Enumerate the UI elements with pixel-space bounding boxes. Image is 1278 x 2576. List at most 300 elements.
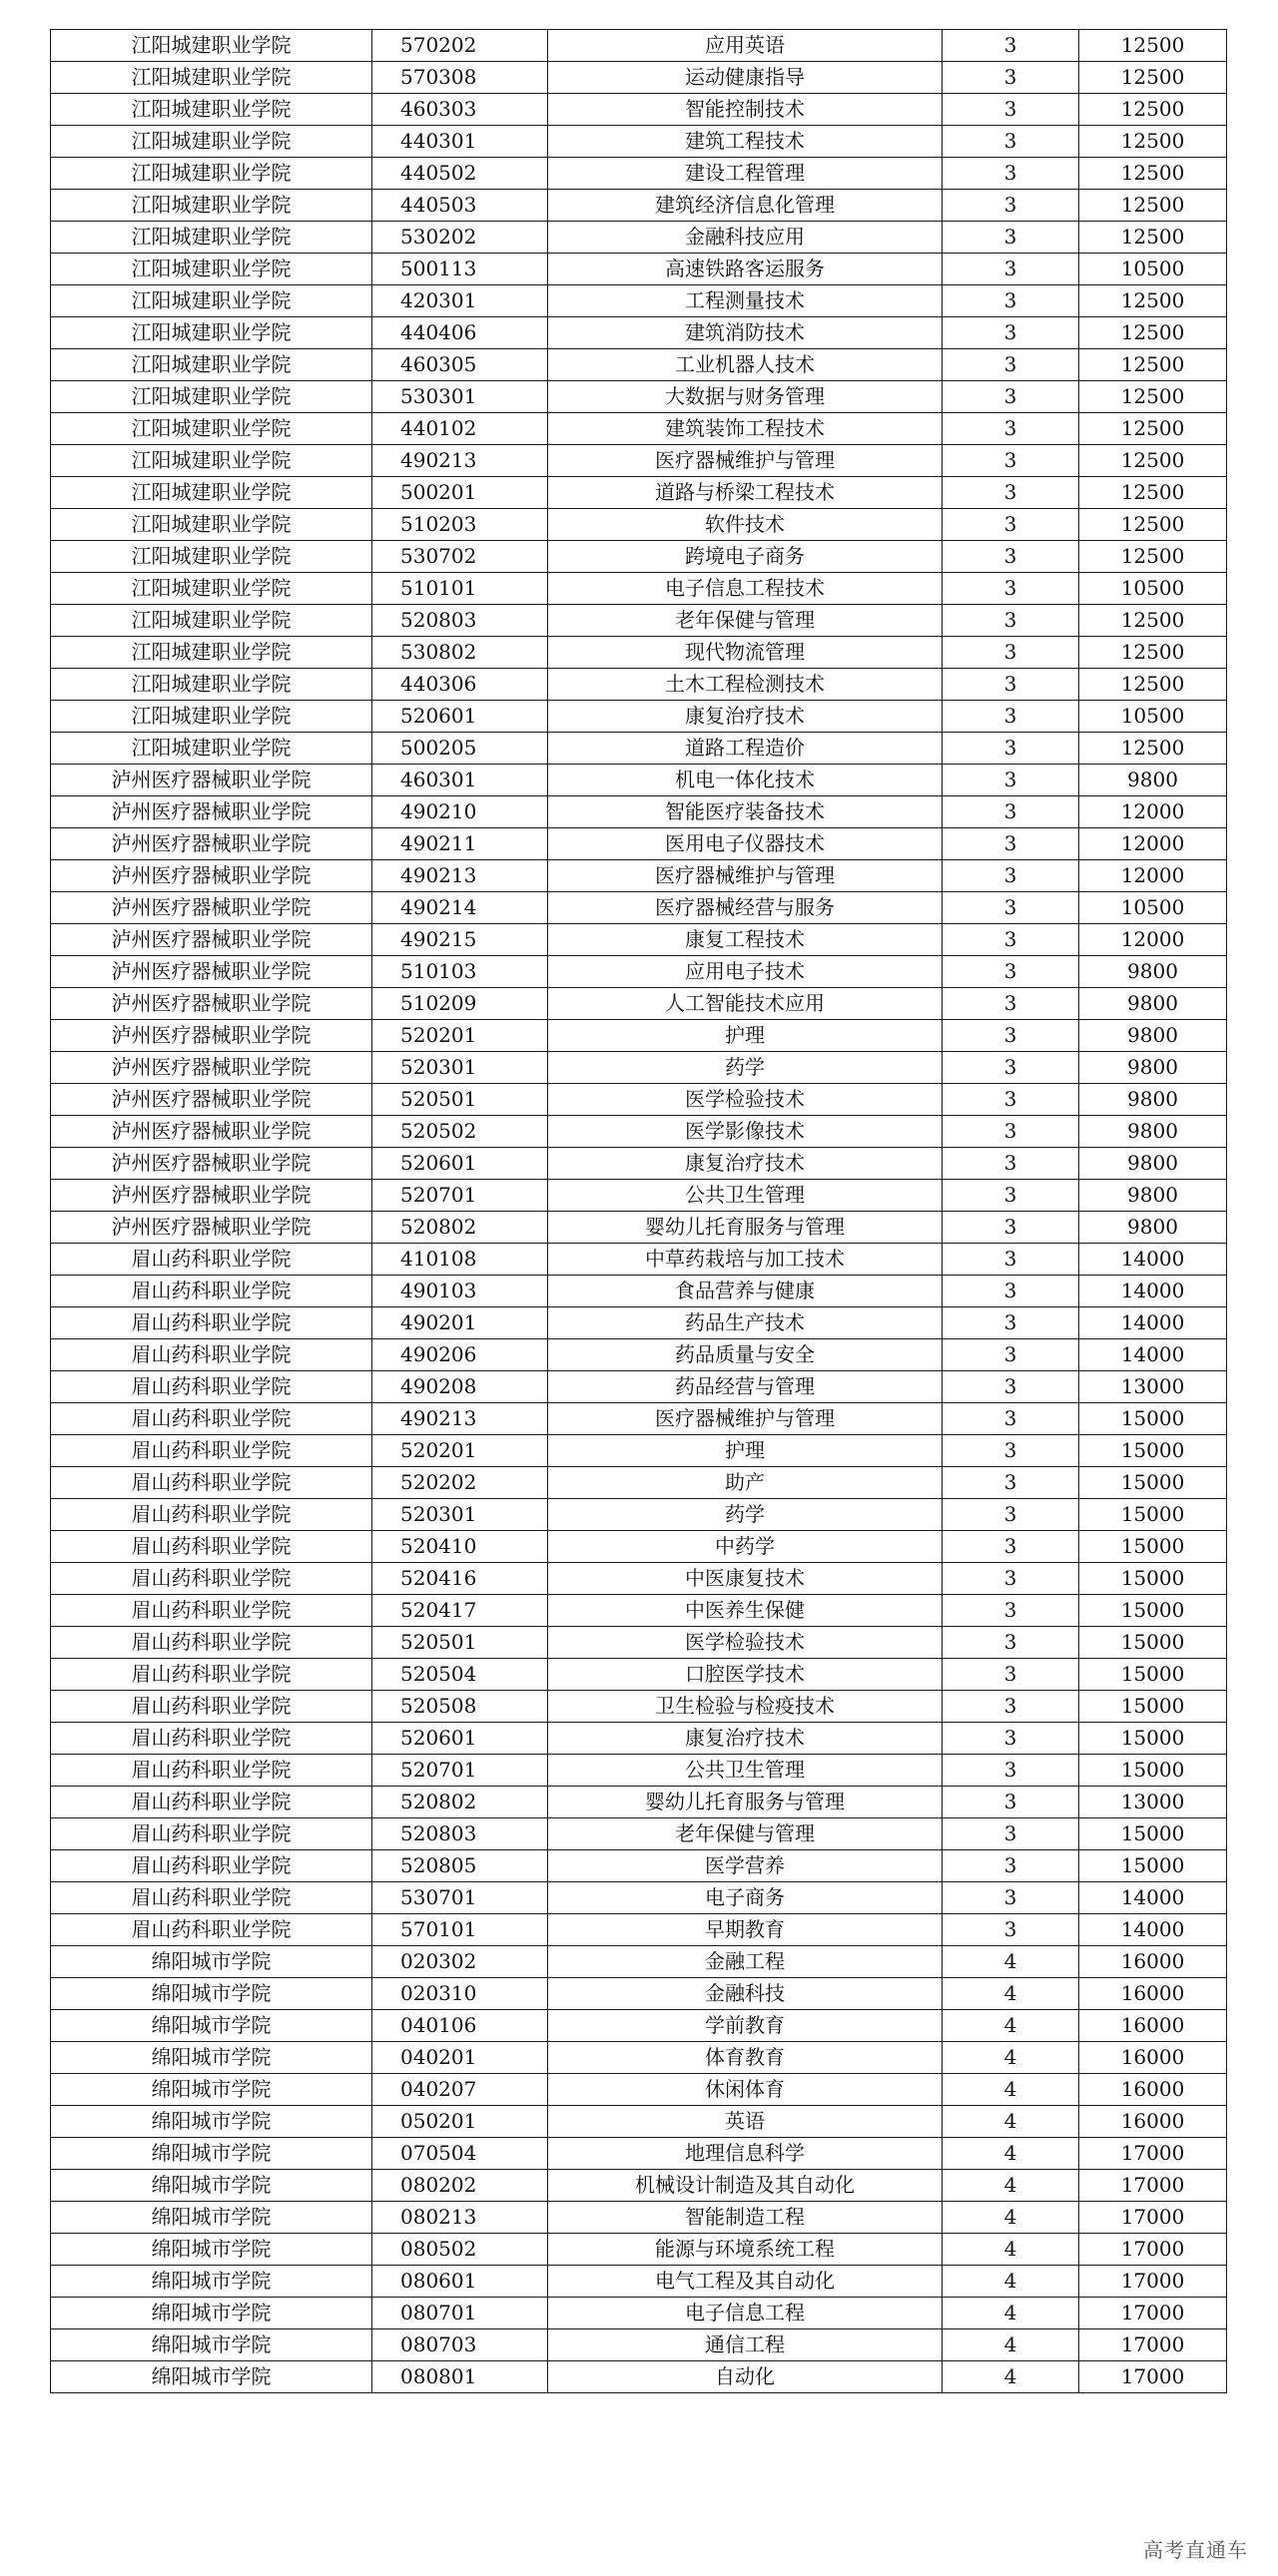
major-code-cell: 490215	[372, 924, 548, 956]
years-cell: 4	[943, 2170, 1079, 2202]
table-row	[51, 1371, 1227, 1403]
years-cell: 3	[943, 1755, 1079, 1787]
tuition-cell: 14000	[1079, 1882, 1227, 1914]
school-name-cell: 眉山药科职业学院	[51, 1531, 372, 1563]
school-name-cell: 泸州医疗器械职业学院	[51, 1116, 372, 1148]
major-name-cell: 智能医疗装备技术	[548, 796, 943, 828]
school-name-cell: 江阳城建职业学院	[51, 445, 372, 477]
major-name-cell: 大数据与财务管理	[548, 381, 943, 413]
major-name-cell: 早期教育	[548, 1914, 943, 1946]
years-cell: 3	[943, 254, 1079, 285]
school-name-cell: 绵阳城市学院	[51, 1978, 372, 2010]
table-row	[51, 254, 1227, 285]
tuition-cell: 17000	[1079, 2138, 1227, 2170]
major-code-cell: 520201	[372, 1020, 548, 1052]
years-cell: 4	[943, 2106, 1079, 2138]
table-row	[51, 669, 1227, 701]
years-cell: 4	[943, 2202, 1079, 2234]
table-row	[51, 1499, 1227, 1531]
years-cell: 3	[943, 349, 1079, 381]
school-name-cell: 眉山药科职业学院	[51, 1659, 372, 1691]
tuition-cell: 15000	[1079, 1595, 1227, 1627]
tuition-cell: 12500	[1079, 541, 1227, 573]
table-row	[51, 30, 1227, 62]
table-row	[51, 1691, 1227, 1723]
table-row	[51, 1914, 1227, 1946]
school-name-cell: 江阳城建职业学院	[51, 285, 372, 317]
tuition-cell: 17000	[1079, 2202, 1227, 2234]
school-name-cell: 眉山药科职业学院	[51, 1435, 372, 1467]
major-name-cell: 医疗器械维护与管理	[548, 1403, 943, 1435]
tuition-cell: 15000	[1079, 1818, 1227, 1850]
major-name-cell: 电子信息工程	[548, 2298, 943, 2329]
tuition-cell: 10500	[1079, 701, 1227, 733]
tuition-cell: 12500	[1079, 94, 1227, 126]
years-cell: 3	[943, 126, 1079, 158]
major-name-cell: 建筑经济信息化管理	[548, 190, 943, 222]
table-row	[51, 1084, 1227, 1116]
table-row	[51, 2202, 1227, 2234]
major-code-cell: 040106	[372, 2010, 548, 2042]
major-code-cell: 520601	[372, 1723, 548, 1755]
school-name-cell: 眉山药科职业学院	[51, 1563, 372, 1595]
major-name-cell: 休闲体育	[548, 2074, 943, 2106]
table-row	[51, 2170, 1227, 2202]
major-code-cell: 520803	[372, 1818, 548, 1850]
table-row	[51, 1659, 1227, 1691]
table-body	[51, 30, 1227, 2393]
table-row	[51, 2138, 1227, 2170]
major-code-cell: 080213	[372, 2202, 548, 2234]
school-name-cell: 江阳城建职业学院	[51, 254, 372, 285]
school-name-cell: 泸州医疗器械职业学院	[51, 924, 372, 956]
major-code-cell: 510101	[372, 573, 548, 605]
school-name-cell: 绵阳城市学院	[51, 2074, 372, 2106]
major-code-cell: 440502	[372, 158, 548, 190]
table-row	[51, 924, 1227, 956]
years-cell: 4	[943, 2298, 1079, 2329]
tuition-cell: 12000	[1079, 796, 1227, 828]
school-name-cell: 泸州医疗器械职业学院	[51, 1084, 372, 1116]
school-name-cell: 江阳城建职业学院	[51, 126, 372, 158]
major-name-cell: 工业机器人技术	[548, 349, 943, 381]
tuition-cell: 9800	[1079, 765, 1227, 796]
table-row	[51, 1723, 1227, 1755]
tuition-table	[50, 29, 1227, 2393]
major-name-cell: 电子信息工程技术	[548, 573, 943, 605]
major-code-cell: 520601	[372, 701, 548, 733]
school-name-cell: 泸州医疗器械职业学院	[51, 988, 372, 1020]
tuition-cell: 17000	[1079, 2266, 1227, 2298]
major-name-cell: 道路工程造价	[548, 733, 943, 765]
years-cell: 3	[943, 1339, 1079, 1371]
table-row	[51, 2329, 1227, 2361]
school-name-cell: 江阳城建职业学院	[51, 190, 372, 222]
major-code-cell: 410108	[372, 1244, 548, 1276]
tuition-cell: 14000	[1079, 1307, 1227, 1339]
table-row	[51, 62, 1227, 94]
years-cell: 3	[943, 1531, 1079, 1563]
years-cell: 3	[943, 1148, 1079, 1180]
major-name-cell: 医用电子仪器技术	[548, 828, 943, 860]
years-cell: 3	[943, 828, 1079, 860]
table-row	[51, 2074, 1227, 2106]
years-cell: 3	[943, 381, 1079, 413]
school-name-cell: 泸州医疗器械职业学院	[51, 765, 372, 796]
major-code-cell: 520803	[372, 605, 548, 637]
major-name-cell: 医学影像技术	[548, 1116, 943, 1148]
major-code-cell: 440102	[372, 413, 548, 445]
major-name-cell: 卫生检验与检疫技术	[548, 1691, 943, 1723]
school-name-cell: 眉山药科职业学院	[51, 1691, 372, 1723]
major-name-cell: 学前教育	[548, 2010, 943, 2042]
years-cell: 4	[943, 2042, 1079, 2074]
tuition-cell: 12500	[1079, 669, 1227, 701]
school-name-cell: 泸州医疗器械职业学院	[51, 1020, 372, 1052]
major-code-cell: 080701	[372, 2298, 548, 2329]
tuition-cell: 12000	[1079, 828, 1227, 860]
major-name-cell: 电子商务	[548, 1882, 943, 1914]
school-name-cell: 泸州医疗器械职业学院	[51, 1052, 372, 1084]
table-row	[51, 2361, 1227, 2393]
school-name-cell: 泸州医疗器械职业学院	[51, 1148, 372, 1180]
table-row	[51, 765, 1227, 796]
major-code-cell: 490210	[372, 796, 548, 828]
major-code-cell: 520301	[372, 1052, 548, 1084]
table-row	[51, 158, 1227, 190]
major-code-cell: 040201	[372, 2042, 548, 2074]
major-name-cell: 应用电子技术	[548, 956, 943, 988]
major-code-cell: 490213	[372, 1403, 548, 1435]
watermark-text: 高考直通车	[1143, 2538, 1248, 2562]
tuition-cell: 15000	[1079, 1723, 1227, 1755]
tuition-cell: 15000	[1079, 1435, 1227, 1467]
school-name-cell: 绵阳城市学院	[51, 2202, 372, 2234]
major-name-cell: 药学	[548, 1499, 943, 1531]
major-code-cell: 440406	[372, 317, 548, 349]
tuition-cell: 12500	[1079, 158, 1227, 190]
major-name-cell: 口腔医学技术	[548, 1659, 943, 1691]
school-name-cell: 泸州医疗器械职业学院	[51, 892, 372, 924]
years-cell: 4	[943, 1946, 1079, 1978]
table-row	[51, 1244, 1227, 1276]
major-name-cell: 建筑装饰工程技术	[548, 413, 943, 445]
years-cell: 3	[943, 94, 1079, 126]
table-row	[51, 796, 1227, 828]
table-row	[51, 573, 1227, 605]
table-row	[51, 2298, 1227, 2329]
major-name-cell: 体育教育	[548, 2042, 943, 2074]
tuition-cell: 14000	[1079, 1276, 1227, 1307]
tuition-cell: 9800	[1079, 988, 1227, 1020]
major-code-cell: 530301	[372, 381, 548, 413]
tuition-cell: 15000	[1079, 1563, 1227, 1595]
table-row	[51, 1850, 1227, 1882]
tuition-cell: 9800	[1079, 1084, 1227, 1116]
years-cell: 3	[943, 765, 1079, 796]
tuition-cell: 15000	[1079, 1627, 1227, 1659]
major-name-cell: 医学检验技术	[548, 1627, 943, 1659]
years-cell: 3	[943, 1403, 1079, 1435]
table-row	[51, 1818, 1227, 1850]
school-name-cell: 泸州医疗器械职业学院	[51, 1180, 372, 1212]
tuition-cell: 12500	[1079, 30, 1227, 62]
years-cell: 3	[943, 158, 1079, 190]
years-cell: 3	[943, 1659, 1079, 1691]
school-name-cell: 江阳城建职业学院	[51, 669, 372, 701]
tuition-cell: 10500	[1079, 254, 1227, 285]
table-row	[51, 94, 1227, 126]
school-name-cell: 江阳城建职业学院	[51, 701, 372, 733]
table-row	[51, 509, 1227, 541]
major-code-cell: 440503	[372, 190, 548, 222]
table-row	[51, 1467, 1227, 1499]
school-name-cell: 江阳城建职业学院	[51, 541, 372, 573]
table-row	[51, 860, 1227, 892]
school-name-cell: 绵阳城市学院	[51, 2010, 372, 2042]
major-name-cell: 金融工程	[548, 1946, 943, 1978]
major-name-cell: 地理信息科学	[548, 2138, 943, 2170]
tuition-cell: 12500	[1079, 349, 1227, 381]
major-name-cell: 能源与环境系统工程	[548, 2234, 943, 2266]
major-name-cell: 药品经营与管理	[548, 1371, 943, 1403]
school-name-cell: 江阳城建职业学院	[51, 158, 372, 190]
years-cell: 3	[943, 733, 1079, 765]
tuition-cell: 12500	[1079, 477, 1227, 509]
tuition-cell: 16000	[1079, 2042, 1227, 2074]
table-row	[51, 222, 1227, 254]
tuition-table-sheet	[50, 29, 1226, 2393]
years-cell: 3	[943, 1180, 1079, 1212]
major-name-cell: 软件技术	[548, 509, 943, 541]
table-row	[51, 701, 1227, 733]
major-code-cell: 530701	[372, 1882, 548, 1914]
major-code-cell: 520802	[372, 1212, 548, 1244]
years-cell: 3	[943, 317, 1079, 349]
major-name-cell: 土木工程检测技术	[548, 669, 943, 701]
major-name-cell: 通信工程	[548, 2329, 943, 2361]
school-name-cell: 绵阳城市学院	[51, 2234, 372, 2266]
table-row	[51, 1052, 1227, 1084]
tuition-cell: 10500	[1079, 892, 1227, 924]
table-row	[51, 2106, 1227, 2138]
major-name-cell: 现代物流管理	[548, 637, 943, 669]
tuition-cell: 15000	[1079, 1850, 1227, 1882]
tuition-cell: 12500	[1079, 285, 1227, 317]
years-cell: 3	[943, 701, 1079, 733]
table-row	[51, 828, 1227, 860]
years-cell: 3	[943, 1020, 1079, 1052]
school-name-cell: 江阳城建职业学院	[51, 381, 372, 413]
years-cell: 3	[943, 1276, 1079, 1307]
years-cell: 3	[943, 860, 1079, 892]
table-row	[51, 1787, 1227, 1818]
major-code-cell: 520504	[372, 1659, 548, 1691]
years-cell: 3	[943, 1116, 1079, 1148]
years-cell: 4	[943, 2010, 1079, 2042]
major-name-cell: 医学营养	[548, 1850, 943, 1882]
major-name-cell: 医疗器械经营与服务	[548, 892, 943, 924]
major-name-cell: 中医康复技术	[548, 1563, 943, 1595]
major-code-cell: 490214	[372, 892, 548, 924]
major-name-cell: 自动化	[548, 2361, 943, 2393]
major-code-cell: 420301	[372, 285, 548, 317]
major-code-cell: 520805	[372, 1850, 548, 1882]
tuition-cell: 12500	[1079, 637, 1227, 669]
major-code-cell: 460301	[372, 765, 548, 796]
major-code-cell: 490208	[372, 1371, 548, 1403]
major-code-cell: 530802	[372, 637, 548, 669]
tuition-cell: 9800	[1079, 1052, 1227, 1084]
school-name-cell: 绵阳城市学院	[51, 2170, 372, 2202]
major-code-cell: 570101	[372, 1914, 548, 1946]
tuition-cell: 10500	[1079, 573, 1227, 605]
major-code-cell: 080502	[372, 2234, 548, 2266]
years-cell: 3	[943, 1435, 1079, 1467]
school-name-cell: 江阳城建职业学院	[51, 509, 372, 541]
major-code-cell: 490213	[372, 860, 548, 892]
major-code-cell: 510203	[372, 509, 548, 541]
school-name-cell: 江阳城建职业学院	[51, 477, 372, 509]
tuition-cell: 12500	[1079, 62, 1227, 94]
major-code-cell: 570308	[372, 62, 548, 94]
major-name-cell: 医疗器械维护与管理	[548, 445, 943, 477]
table-row	[51, 1435, 1227, 1467]
school-name-cell: 绵阳城市学院	[51, 2106, 372, 2138]
major-name-cell: 康复治疗技术	[548, 1723, 943, 1755]
major-name-cell: 机电一体化技术	[548, 765, 943, 796]
table-row	[51, 317, 1227, 349]
table-row	[51, 1946, 1227, 1978]
major-code-cell: 520701	[372, 1755, 548, 1787]
major-code-cell: 040207	[372, 2074, 548, 2106]
years-cell: 3	[943, 637, 1079, 669]
years-cell: 3	[943, 892, 1079, 924]
major-name-cell: 建设工程管理	[548, 158, 943, 190]
major-name-cell: 金融科技应用	[548, 222, 943, 254]
years-cell: 3	[943, 477, 1079, 509]
years-cell: 4	[943, 2074, 1079, 2106]
years-cell: 3	[943, 605, 1079, 637]
major-name-cell: 中药学	[548, 1531, 943, 1563]
major-code-cell: 490213	[372, 445, 548, 477]
tuition-cell: 9800	[1079, 1180, 1227, 1212]
table-row	[51, 1563, 1227, 1595]
years-cell: 3	[943, 1818, 1079, 1850]
tuition-cell: 12500	[1079, 733, 1227, 765]
major-code-cell: 080202	[372, 2170, 548, 2202]
table-row	[51, 1020, 1227, 1052]
years-cell: 3	[943, 445, 1079, 477]
tuition-cell: 14000	[1079, 1339, 1227, 1371]
major-name-cell: 药品生产技术	[548, 1307, 943, 1339]
table-row	[51, 2010, 1227, 2042]
school-name-cell: 眉山药科职业学院	[51, 1339, 372, 1371]
major-name-cell: 智能制造工程	[548, 2202, 943, 2234]
school-name-cell: 绵阳城市学院	[51, 1946, 372, 1978]
table-row	[51, 477, 1227, 509]
school-name-cell: 眉山药科职业学院	[51, 1627, 372, 1659]
major-name-cell: 食品营养与健康	[548, 1276, 943, 1307]
major-name-cell: 康复治疗技术	[548, 701, 943, 733]
years-cell: 3	[943, 1723, 1079, 1755]
years-cell: 3	[943, 1212, 1079, 1244]
major-name-cell: 金融科技	[548, 1978, 943, 2010]
major-name-cell: 机械设计制造及其自动化	[548, 2170, 943, 2202]
major-code-cell: 520202	[372, 1467, 548, 1499]
major-name-cell: 药学	[548, 1052, 943, 1084]
years-cell: 3	[943, 1914, 1079, 1946]
major-code-cell: 510103	[372, 956, 548, 988]
table-row	[51, 413, 1227, 445]
major-name-cell: 婴幼儿托育服务与管理	[548, 1212, 943, 1244]
years-cell: 3	[943, 924, 1079, 956]
major-name-cell: 护理	[548, 1435, 943, 1467]
school-name-cell: 绵阳城市学院	[51, 2361, 372, 2393]
tuition-cell: 16000	[1079, 1946, 1227, 1978]
major-code-cell: 520201	[372, 1435, 548, 1467]
tuition-cell: 12500	[1079, 445, 1227, 477]
years-cell: 3	[943, 1563, 1079, 1595]
major-name-cell: 医疗器械维护与管理	[548, 860, 943, 892]
table-row	[51, 1339, 1227, 1371]
tuition-cell: 17000	[1079, 2361, 1227, 2393]
major-name-cell: 英语	[548, 2106, 943, 2138]
major-code-cell: 500201	[372, 477, 548, 509]
years-cell: 4	[943, 2138, 1079, 2170]
years-cell: 3	[943, 190, 1079, 222]
tuition-cell: 16000	[1079, 1978, 1227, 2010]
years-cell: 3	[943, 1499, 1079, 1531]
years-cell: 3	[943, 956, 1079, 988]
years-cell: 3	[943, 30, 1079, 62]
tuition-cell: 12500	[1079, 317, 1227, 349]
major-code-cell: 490103	[372, 1276, 548, 1307]
tuition-cell: 12000	[1079, 860, 1227, 892]
tuition-cell: 12500	[1079, 605, 1227, 637]
years-cell: 3	[943, 1371, 1079, 1403]
major-code-cell: 520601	[372, 1148, 548, 1180]
years-cell: 3	[943, 1691, 1079, 1723]
school-name-cell: 眉山药科职业学院	[51, 1914, 372, 1946]
major-name-cell: 道路与桥梁工程技术	[548, 477, 943, 509]
major-code-cell: 500113	[372, 254, 548, 285]
years-cell: 3	[943, 222, 1079, 254]
major-name-cell: 护理	[548, 1020, 943, 1052]
tuition-cell: 15000	[1079, 1499, 1227, 1531]
years-cell: 3	[943, 1307, 1079, 1339]
table-row	[51, 1978, 1227, 2010]
table-row	[51, 541, 1227, 573]
years-cell: 3	[943, 1627, 1079, 1659]
tuition-cell: 14000	[1079, 1244, 1227, 1276]
school-name-cell: 江阳城建职业学院	[51, 349, 372, 381]
table-row	[51, 1882, 1227, 1914]
tuition-cell: 15000	[1079, 1467, 1227, 1499]
table-row	[51, 1212, 1227, 1244]
tuition-cell: 12500	[1079, 381, 1227, 413]
table-row	[51, 445, 1227, 477]
years-cell: 3	[943, 1850, 1079, 1882]
major-code-cell: 530202	[372, 222, 548, 254]
years-cell: 3	[943, 1084, 1079, 1116]
years-cell: 3	[943, 1244, 1079, 1276]
table-row	[51, 2234, 1227, 2266]
major-name-cell: 药品质量与安全	[548, 1339, 943, 1371]
major-name-cell: 高速铁路客运服务	[548, 254, 943, 285]
table-row	[51, 1755, 1227, 1787]
years-cell: 4	[943, 1978, 1079, 2010]
